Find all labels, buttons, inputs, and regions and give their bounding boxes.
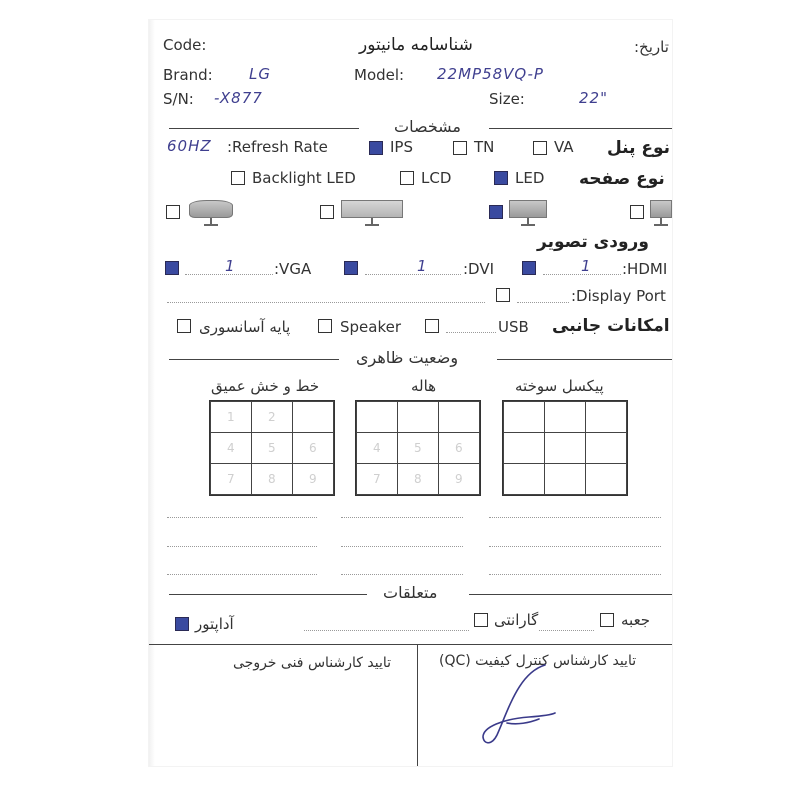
monitor-checkbox[interactable] [630,205,644,219]
refresh-label: :Refresh Rate [227,138,328,156]
divider [149,644,672,645]
grid-number: 9 [455,472,463,486]
grid-number: 7 [227,472,235,486]
va-checkbox[interactable] [533,141,547,155]
grid-number: 8 [414,472,422,486]
grid-number: 9 [309,472,317,486]
monitor-id-form [149,20,672,766]
model-label: Model: [354,66,405,84]
standard-monitor-icon [509,200,547,226]
size-label: Size: [489,90,525,108]
dotted-line [446,332,496,333]
ips-label: IPS [390,138,413,156]
display-port-checkbox[interactable] [496,288,510,302]
divider [489,128,672,129]
curved-monitor-icon [189,200,233,226]
grid-number: 5 [414,441,422,455]
dead-pixel-label: پیکسل سوخته [515,377,604,395]
dotted-line [517,302,569,303]
divider [169,594,367,595]
dotted-line [489,546,661,547]
sn-value: -X877 [214,89,263,107]
wide-monitor-checkbox[interactable] [320,205,334,219]
curved-monitor-checkbox[interactable] [166,205,180,219]
dotted-line [167,517,317,518]
accessories-heading: متعلقات [383,583,438,602]
warranty-label: گارانتی [494,611,539,629]
deep-scratch-grid [209,400,335,496]
dotted-line [489,574,661,575]
grid-number: 6 [309,441,317,455]
dvi-count: 1 [417,257,428,275]
box-label: جعبه [621,611,651,629]
model-value: 22MP58VQ-P [437,65,544,83]
divider [469,594,672,595]
backlight-led-label: Backlight LED [252,169,356,187]
dotted-line [167,302,485,303]
brand-label: Brand: [163,66,213,84]
side-features-label: امکانات جانبی [552,316,670,336]
grid-number: 5 [268,441,276,455]
grid-number: 8 [268,472,276,486]
speaker-checkbox[interactable] [318,319,332,333]
hdmi-count: 1 [581,257,592,275]
dead-pixel-grid [502,400,628,496]
dotted-line [341,574,463,575]
code-label: Code: [163,36,207,54]
divider [497,359,672,360]
tn-label: TN [474,138,495,156]
halo-label: هاله [411,377,437,395]
box-checkbox[interactable] [600,613,614,627]
qc-approval-label: تایید کارشناس کنترل کیفیت (QC) [439,653,637,669]
divider [169,359,339,360]
size-value: 22" [579,89,608,107]
usb-label: USB [498,318,529,336]
tn-checkbox[interactable] [453,141,467,155]
elevator-stand-checkbox[interactable] [177,319,191,333]
vga-label: :VGA [274,260,312,278]
display-port-label: :Display Port [571,287,666,305]
dotted-line [489,517,661,518]
wide-monitor-icon [341,200,403,226]
va-label: VA [554,138,574,156]
specs-heading: مشخصات [394,117,461,136]
led-checkbox[interactable] [494,171,508,185]
signature-image [459,653,569,753]
divider [417,644,418,766]
backlight-led-checkbox[interactable] [231,171,245,185]
grid-number: 4 [373,441,381,455]
vga-count: 1 [225,257,236,275]
adapter-label: آداپتور [195,615,234,633]
grid-number: 7 [373,472,381,486]
lcd-label: LCD [421,169,452,187]
grid-number: 6 [455,441,463,455]
dotted-line [304,630,469,631]
dotted-line [167,574,317,575]
ips-checkbox[interactable] [369,141,383,155]
sn-label: S/N: [163,90,194,108]
dotted-line [539,630,594,631]
divider [169,128,359,129]
grid-number: 2 [268,410,276,424]
monitor-icon [650,200,672,226]
dvi-label: :DVI [463,260,495,278]
video-input-label: ورودی تصویر [537,232,649,252]
deep-scratch-label: خط و خش عمیق [211,377,320,395]
dotted-line [365,274,461,275]
led-label: LED [515,169,545,187]
panel-type-label: نوع پنل [607,138,671,158]
technical-approval-label: تایید کارشناس فنی خروجی [233,655,392,671]
dotted-line [341,546,463,547]
speaker-label: Speaker [340,318,402,336]
date-label: تاریخ: [634,38,669,56]
adapter-checkbox[interactable] [175,617,189,631]
elevator-stand-label: پایه آسانسوری [199,318,291,336]
grid-number: 4 [227,441,235,455]
form-title: شناسامه مانیتور [359,35,473,55]
dvi-checkbox[interactable] [344,261,358,275]
hdmi-checkbox[interactable] [522,261,536,275]
usb-checkbox[interactable] [425,319,439,333]
grid-number: 1 [227,410,235,424]
halo-grid [355,400,481,496]
vga-checkbox[interactable] [165,261,179,275]
brand-value: LG [249,65,271,83]
dotted-line [341,517,463,518]
refresh-value: 60HZ [167,137,212,155]
appearance-heading: وضعیت ظاهری [356,348,459,367]
warranty-checkbox[interactable] [474,613,488,627]
standard-monitor-checkbox[interactable] [489,205,503,219]
hdmi-label: :HDMI [622,260,668,278]
dotted-line [167,546,317,547]
screen-type-label: نوع صفحه [579,169,665,189]
lcd-checkbox[interactable] [400,171,414,185]
